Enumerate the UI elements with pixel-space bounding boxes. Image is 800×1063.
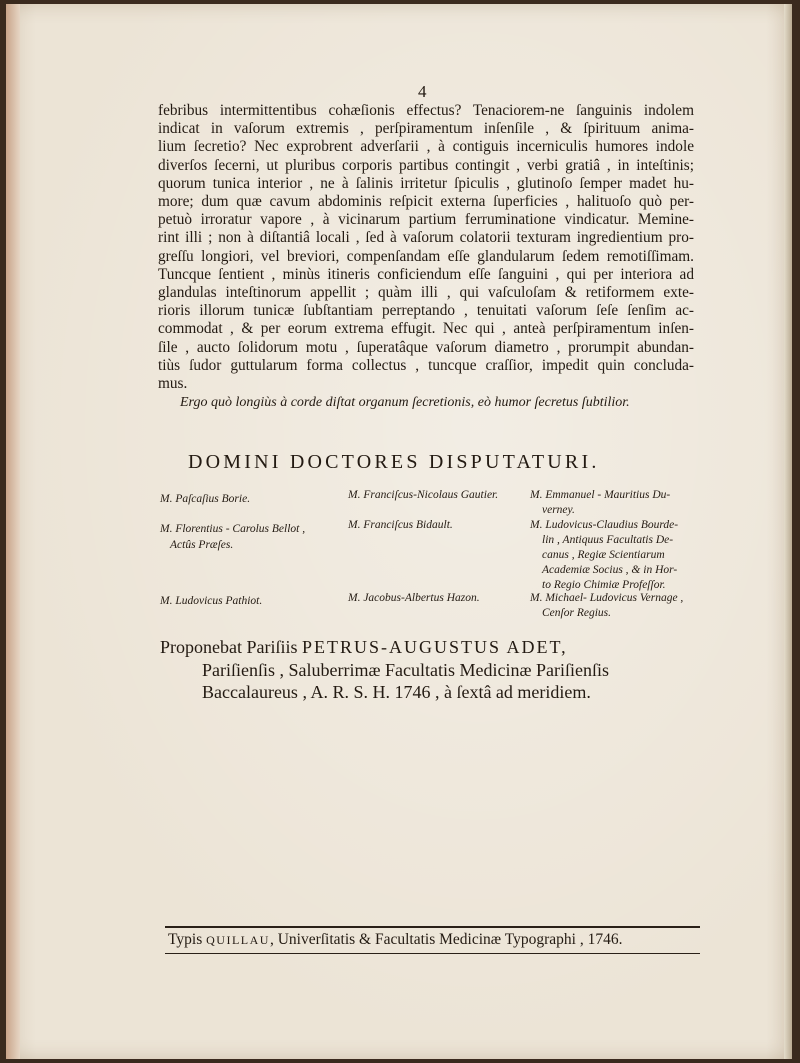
doctor-name: M. Emmanuel - Mauritius Du- bbox=[530, 489, 671, 501]
top-rule bbox=[165, 926, 700, 928]
body-line: greſſu longiori, vel breviori, compenſandam eſſe glandularum ſedem remotiſſimam. bbox=[158, 247, 694, 265]
doctor-title: to Regio Chimiæ Profeſſor. bbox=[542, 579, 666, 591]
printer-name: QUILLAU bbox=[206, 933, 270, 947]
body-line: febribus intermittentibus cohæſionis effectus? Tenaciorem-ne ſanguinis indolem bbox=[158, 102, 694, 119]
doctor-name: M. Franciſcus-Nicolaus Gautier. bbox=[348, 489, 499, 501]
body-line: tiùs ſudor guttularum forma collectus , tuncque craſſior, impedit quin concluda- bbox=[158, 356, 694, 374]
body-line: indicat in vaſorum extremis , perſpiramentum inſenſile , & ſpirituum anima- bbox=[158, 120, 694, 138]
doctor-name: M. Ludovicus Pathiot. bbox=[160, 595, 263, 607]
body-paragraph bbox=[158, 102, 694, 393]
body-line: petuò irroratur vapore , à vicinarum partium ferruminatione vindicatur. Memine- bbox=[158, 211, 694, 229]
body-line: mus. bbox=[158, 375, 188, 393]
doctor-title: Academiæ Socius , & in Hor- bbox=[542, 564, 678, 576]
author-name: PETRUS-AUGUSTUS ADET, bbox=[302, 637, 568, 657]
body-line: commodat , & per eorum extrema effugit. Nec qui , anteà perſpiramentum inſen- bbox=[158, 320, 694, 338]
imprint-text: , Univerſitatis & Facultatis Medicinæ Typographi , 1746. bbox=[269, 931, 623, 948]
proposition-line bbox=[160, 637, 720, 658]
conclusion-statement: Ergo quò longiùs à corde diſtat organum ſecretionis, eò humor ſecretus ſubtilior. bbox=[180, 395, 630, 410]
doctor-name: M. Paſcaſius Borie. bbox=[160, 493, 251, 505]
page-edge bbox=[784, 4, 792, 1059]
doctor-name: M. Franciſcus Bidault. bbox=[348, 519, 453, 531]
doctor-name: M. Michael- Ludovicus Vernage , bbox=[530, 592, 684, 604]
body-line: quorum tunica interior , ne à ſalinis irritetur ſpiculis , glutinoſo ſemper madet hu- bbox=[158, 174, 694, 192]
binding-edge bbox=[6, 4, 20, 1059]
doctor-name: M. Ludovicus-Claudius Bourde- bbox=[530, 519, 679, 531]
body-line: Tuncque ſentient , minùs itineris conficiendum eſſe ſanguini , qui per interiora ad bbox=[158, 265, 694, 283]
doctor-role: Actûs Præſes. bbox=[170, 539, 234, 551]
body-line: lium ſecretio? Nec exprobrent adverſarii , à contiguis incerniculis humores indole bbox=[158, 138, 694, 156]
body-line: ſile , aucto ſolidorum motu , ſuperatâque vaſorum diametro , prorumpit abundan- bbox=[158, 338, 694, 356]
body-line: diverſos ſecerni, ut pluribus corporis partibus contingit , verbi gratiâ , in inteſtinis; bbox=[158, 156, 694, 174]
doctor-title: Cenſor Regius. bbox=[542, 607, 611, 619]
body-line: glandulas inteſtinorum appellit ; quàm illi , qui vaſculoſam & retiformem exte- bbox=[158, 284, 694, 302]
doctor-name: M. Florentius - Carolus Bellot , bbox=[160, 523, 306, 535]
body-line: more; dum quæ cavum abdominis reſpicit externa ſuperficies , halituoſo quò per- bbox=[158, 193, 694, 211]
doctor-name: verney. bbox=[542, 504, 575, 516]
doctor-title: canus , Regiæ Scientiarum bbox=[542, 549, 665, 561]
doctor-title: lin , Antiquus Facultatis De- bbox=[542, 534, 674, 546]
proposition-line: Pariſienſis , Saluberrimæ Facultatis Medicinæ Pariſienſis bbox=[202, 660, 609, 680]
proposition-line: Baccalaureus , A. R. S. H. 1746 , à ſextâ ad meridiem. bbox=[202, 682, 591, 702]
body-line: rint illi ; non à diſtantiâ locali , ſed à vaſorum colatorii texturam ingredientium pro- bbox=[158, 229, 694, 247]
doctors-heading: DOMINI DOCTORES DISPUTATURI. bbox=[188, 451, 600, 473]
imprint-text: Typis bbox=[168, 931, 207, 948]
doctor-name: M. Jacobus-Albertus Hazon. bbox=[348, 592, 480, 604]
bottom-rule bbox=[165, 953, 700, 954]
printer-imprint bbox=[168, 931, 708, 949]
proposition-text: Proponebat Pariſiis bbox=[160, 637, 302, 657]
body-line: rioris illorum tunicæ ſubſtantiam perreptando , tenuitati vaſorum ſeſe ſenſim ac- bbox=[158, 302, 694, 320]
page-number: 4 bbox=[418, 82, 427, 101]
